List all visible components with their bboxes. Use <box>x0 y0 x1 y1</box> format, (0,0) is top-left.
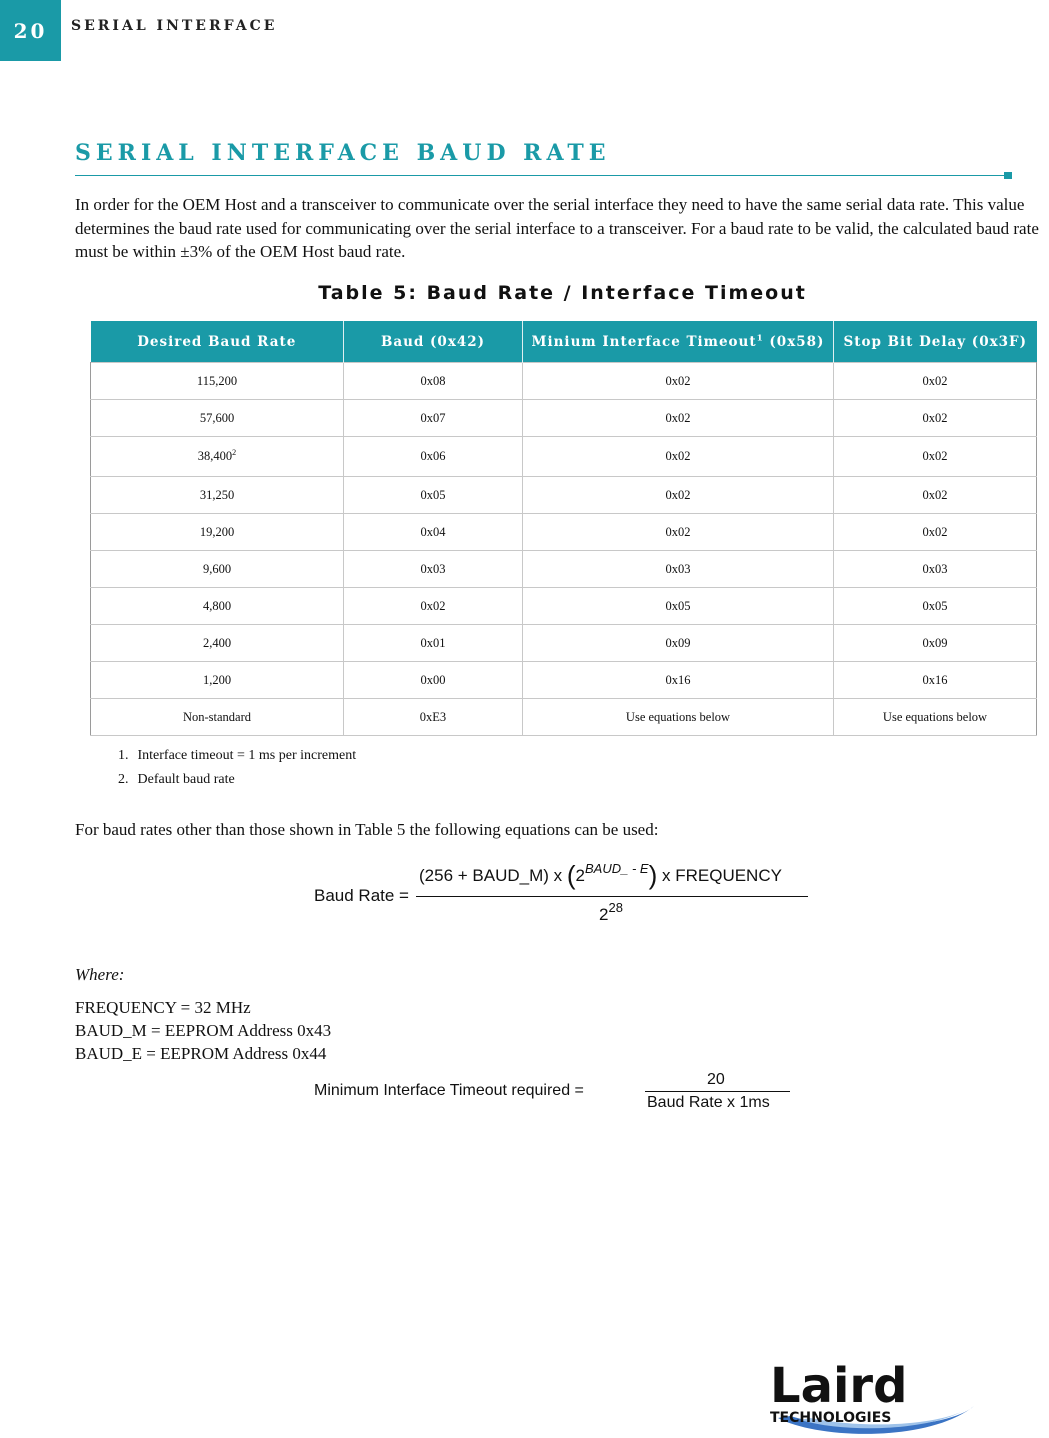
cell-desired-baud-rate-value: 2,400 <box>202 635 232 650</box>
header-timeout-footnote-ref: 1 <box>756 333 764 343</box>
where-item: FREQUENCY = 32 MHz <box>75 998 251 1017</box>
cell-desired-baud-rate <box>91 662 344 699</box>
table-row <box>91 699 1037 736</box>
fraction-bar <box>416 896 808 897</box>
cell-desired-baud-rate <box>91 514 344 551</box>
cell-desired-baud-rate-value: 1,200 <box>202 672 232 687</box>
cell-stop-bit-delay <box>834 477 1037 514</box>
table-row <box>91 477 1037 514</box>
timeout-equation-lhs: Minimum Interface Timeout required = <box>314 1082 584 1099</box>
numerator-term-c: x FREQUENCY <box>662 866 782 885</box>
footnote-item <box>118 768 356 792</box>
cell-timeout <box>523 551 834 588</box>
page-number-tab <box>0 0 61 61</box>
cell-desired-baud-rate-value: Non-standard <box>182 709 252 724</box>
header-desired-baud-rate: Desired Baud Rate <box>91 321 344 363</box>
table-footnotes <box>118 744 356 792</box>
baud-rate-equation-lhs: Baud Rate = <box>314 886 409 905</box>
cell-baud <box>344 514 523 551</box>
cell-stop-bit-delay-value: 0x02 <box>922 373 948 388</box>
cell-desired-baud-rate-value: 115,200 <box>196 373 238 388</box>
cell-stop-bit-delay-value: 0x05 <box>922 598 948 613</box>
cell-stop-bit-delay <box>834 699 1037 736</box>
cell-baud-value: 0x08 <box>420 373 446 388</box>
cell-desired-baud-rate-value: 38,400 <box>197 449 233 463</box>
header-stop-bit-delay: Stop Bit Delay (0x3F) <box>834 321 1037 363</box>
header-timeout <box>523 321 834 363</box>
footnote-text: Default baud rate <box>137 772 235 787</box>
cell-timeout-value: 0x02 <box>665 524 691 539</box>
cell-stop-bit-delay-value: 0x02 <box>922 524 948 539</box>
cell-timeout-value: 0x02 <box>665 449 691 463</box>
header-timeout-label: Minium Interface Timeout <box>531 333 757 350</box>
cell-baud-value: 0x05 <box>420 487 446 502</box>
timeout-equation-numerator: 20 <box>707 1071 725 1088</box>
cell-baud-value: 0x04 <box>420 524 446 539</box>
where-item: BAUD_M = EEPROM Address 0x43 <box>75 1021 332 1040</box>
cell-timeout <box>523 400 834 437</box>
cell-timeout <box>523 437 834 477</box>
where-label: Where: <box>75 965 125 984</box>
cell-timeout <box>523 514 834 551</box>
cell-baud <box>344 437 523 477</box>
cell-desired-baud-rate <box>91 551 344 588</box>
timeout-equation <box>314 1070 814 1114</box>
cell-desired-baud-rate-value: 31,250 <box>199 487 235 502</box>
footnote-text: Interface timeout = 1 ms per increment <box>137 748 357 763</box>
open-paren: ( <box>566 860 576 890</box>
numerator-exponent: BAUD_ - E <box>585 861 649 876</box>
cell-timeout-value: Use equations below <box>625 709 731 724</box>
close-paren: ) <box>648 860 658 890</box>
cell-baud <box>344 662 523 699</box>
cell-timeout-value: 0x02 <box>665 373 691 388</box>
cell-stop-bit-delay-value: Use equations below <box>882 709 988 724</box>
laird-technologies-logo <box>760 1358 978 1438</box>
cell-timeout-value: 0x03 <box>665 561 691 576</box>
cell-timeout-value: 0x05 <box>665 598 691 613</box>
where-item: BAUD_E = EEPROM Address 0x44 <box>75 1044 327 1063</box>
cell-stop-bit-delay-value: 0x02 <box>922 449 948 463</box>
cell-stop-bit-delay-value: 0x03 <box>922 561 948 576</box>
cell-desired-baud-rate-value: 19,200 <box>199 524 235 539</box>
footnote-item <box>118 744 356 768</box>
cell-timeout-value: 0x16 <box>665 672 691 687</box>
cell-stop-bit-delay <box>834 588 1037 625</box>
baud-rate-equation <box>314 855 814 935</box>
table-title: Table 5: Baud Rate / Interface Timeout <box>318 282 807 304</box>
cell-baud <box>344 477 523 514</box>
cell-stop-bit-delay-value: 0x02 <box>922 410 948 425</box>
section-title: SERIAL INTERFACE BAUD RATE <box>75 140 611 166</box>
where-label-text: Where <box>75 965 119 984</box>
intro-paragraph: In order for the OEM Host and a transceiver to communicate over the serial interface they need to have the same serial data rate. This value determines the baud rate used for communicating over the serial interface to a transceiver. For a baud rate to be valid, the calculated baud rate must be within ±3% of the OEM Host baud rate. <box>75 195 1039 261</box>
cell-baud-value: 0x03 <box>420 561 446 576</box>
denominator-base: 2 <box>599 905 609 924</box>
numerator-term-a: (256 + BAUD_M) x <box>419 866 563 885</box>
cell-baud-value: 0x06 <box>420 449 446 463</box>
cell-desired-baud-rate-value: 4,800 <box>202 598 232 613</box>
denominator-exponent: 28 <box>608 900 623 915</box>
page-number: 20 <box>13 18 48 43</box>
cell-timeout-value: 0x02 <box>665 487 691 502</box>
section-rule <box>75 175 1005 176</box>
cell-baud-value: 0x01 <box>420 635 446 650</box>
table-row <box>91 662 1037 699</box>
cell-baud <box>344 363 523 400</box>
cell-desired-baud-rate <box>91 699 344 736</box>
cell-timeout <box>523 699 834 736</box>
cell-stop-bit-delay <box>834 514 1037 551</box>
section-rule-cap <box>1004 172 1012 179</box>
cell-timeout-value: 0x02 <box>665 410 691 425</box>
cell-stop-bit-delay <box>834 662 1037 699</box>
cell-desired-baud-rate <box>91 400 344 437</box>
footnote-number: 1. <box>118 748 129 763</box>
cell-timeout <box>523 625 834 662</box>
table-row <box>91 514 1037 551</box>
table-header-row <box>91 321 1037 363</box>
cell-timeout <box>523 588 834 625</box>
table-row <box>91 625 1037 662</box>
fraction-bar <box>645 1091 790 1092</box>
cell-stop-bit-delay <box>834 437 1037 477</box>
running-head: SERIAL INTERFACE <box>71 18 278 34</box>
baud-rate-table <box>90 321 1037 736</box>
cell-desired-baud-rate <box>91 437 344 477</box>
logo-wordmark: Laird <box>770 1358 908 1414</box>
cell-desired-baud-rate <box>91 363 344 400</box>
cell-stop-bit-delay <box>834 625 1037 662</box>
table-row <box>91 551 1037 588</box>
baud-rate-equation-numerator <box>419 860 782 891</box>
cell-desired-baud-rate <box>91 588 344 625</box>
cell-desired-baud-rate-value: 57,600 <box>199 410 235 425</box>
cell-desired-baud-rate-value: 9,600 <box>202 561 232 576</box>
where-list <box>75 996 331 1065</box>
cell-baud <box>344 699 523 736</box>
table-row <box>91 437 1037 477</box>
cell-baud <box>344 551 523 588</box>
cell-baud-value: 0xE3 <box>419 709 447 724</box>
header-timeout-suffix: (0x58) <box>763 333 825 350</box>
cell-baud <box>344 625 523 662</box>
header-baud: Baud (0x42) <box>344 321 523 363</box>
cell-stop-bit-delay-value: 0x02 <box>922 487 948 502</box>
equations-lead: For baud rates other than those shown in Table 5 the following equations can be used: <box>75 820 659 839</box>
cell-desired-baud-rate <box>91 625 344 662</box>
numerator-base: 2 <box>575 866 586 885</box>
cell-stop-bit-delay <box>834 363 1037 400</box>
table-row <box>91 400 1037 437</box>
cell-stop-bit-delay <box>834 551 1037 588</box>
cell-timeout-value: 0x09 <box>665 635 691 650</box>
timeout-equation-denominator: Baud Rate x 1ms <box>647 1094 770 1111</box>
cell-timeout <box>523 477 834 514</box>
table-row <box>91 588 1037 625</box>
footnote-number: 2. <box>118 772 129 787</box>
logo-subtitle: TECHNOLOGIES <box>770 1410 892 1426</box>
footnote-ref: 2 <box>232 447 237 457</box>
cell-stop-bit-delay-value: 0x16 <box>922 672 948 687</box>
cell-desired-baud-rate <box>91 477 344 514</box>
cell-baud-value: 0x07 <box>420 410 446 425</box>
cell-baud <box>344 400 523 437</box>
baud-rate-equation-denominator <box>599 900 623 925</box>
table-row <box>91 363 1037 400</box>
cell-baud-value: 0x02 <box>420 598 446 613</box>
cell-stop-bit-delay-value: 0x09 <box>922 635 948 650</box>
cell-stop-bit-delay <box>834 400 1037 437</box>
cell-baud <box>344 588 523 625</box>
cell-baud-value: 0x00 <box>420 672 446 687</box>
cell-timeout <box>523 662 834 699</box>
cell-timeout <box>523 363 834 400</box>
